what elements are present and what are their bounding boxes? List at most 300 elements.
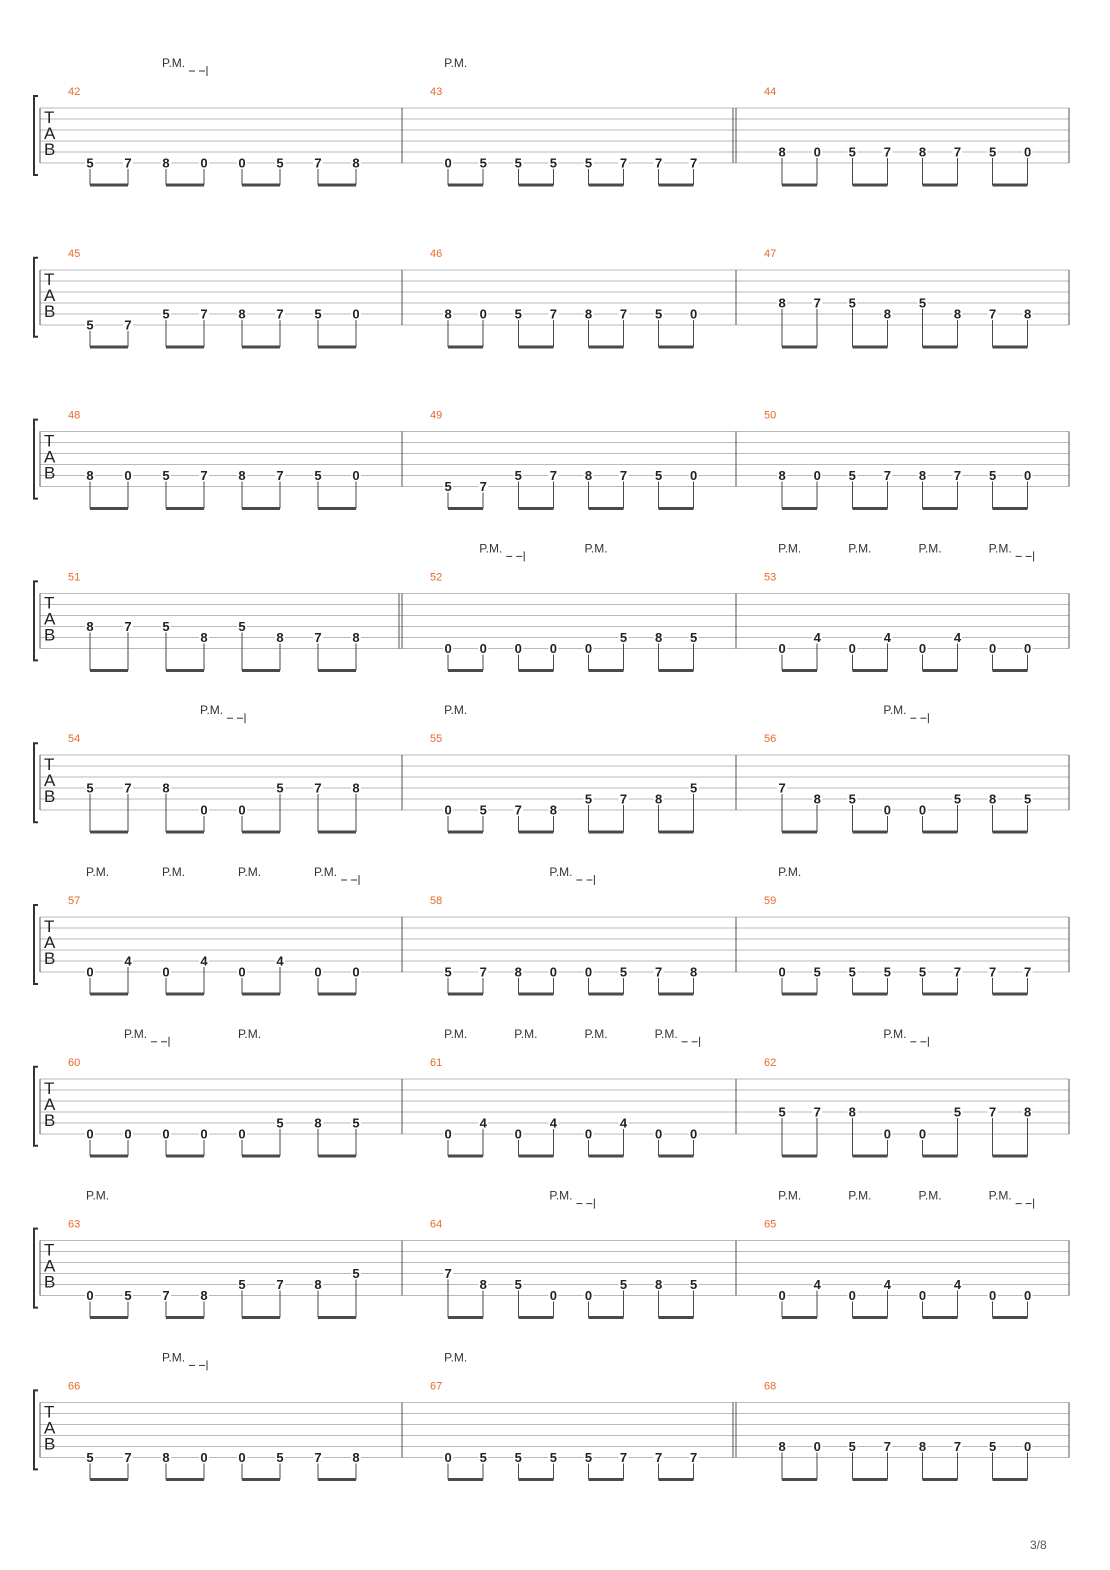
fret-number: 7 [276, 306, 284, 322]
tab-system [34, 56, 1069, 185]
tab-clef-letter: B [44, 787, 56, 807]
fret-number: 0 [238, 1126, 246, 1142]
fret-number: 8 [883, 306, 891, 322]
fret-number: 5 [514, 155, 522, 171]
palm-mute-marking: P.M. [162, 1350, 186, 1365]
fret-number: 4 [619, 1115, 628, 1131]
fret-number: 8 [813, 791, 821, 807]
fret-number: 8 [352, 1449, 360, 1465]
fret-number: 5 [848, 791, 856, 807]
tab-system [34, 541, 1069, 670]
fret-number: 5 [276, 1115, 284, 1131]
fret-number: 8 [690, 964, 698, 980]
fret-number: 7 [314, 155, 322, 171]
fret-number: 0 [918, 1126, 927, 1142]
fret-number: 7 [953, 144, 962, 160]
fret-number: 5 [314, 306, 322, 322]
fret-number: 0 [690, 1126, 698, 1142]
fret-number: 0 [883, 1126, 891, 1142]
fret-number: 8 [514, 964, 522, 980]
measure-number: 66 [68, 1380, 81, 1393]
page-number: 3/8 [1030, 1538, 1047, 1552]
fret-number: 0 [918, 640, 927, 656]
tab-clef-letter: T [44, 269, 55, 289]
fret-number: 4 [883, 1277, 891, 1293]
fret-number: 7 [654, 1449, 663, 1465]
fret-number: 0 [444, 155, 452, 171]
fret-number: 0 [1024, 1438, 1032, 1454]
fret-number: 8 [918, 468, 927, 484]
fret-number: 0 [549, 964, 557, 980]
measure-number: 52 [430, 571, 443, 584]
palm-mute-marking: P.M. [918, 541, 942, 556]
fret-number: 7 [813, 1104, 821, 1120]
fret-number: 8 [352, 780, 360, 796]
fret-number: 8 [778, 295, 786, 311]
palm-mute-marking: P.M. [988, 1188, 1012, 1203]
measure-number: 67 [430, 1380, 443, 1393]
fret-number: 0 [200, 155, 208, 171]
fret-number: 7 [276, 468, 284, 484]
fret-number: 5 [1024, 791, 1032, 807]
fret-number: 0 [918, 802, 927, 818]
palm-mute-marking: P.M. [124, 1026, 148, 1041]
fret-number: 7 [124, 618, 132, 634]
fret-number: 8 [988, 791, 997, 807]
fret-number: 8 [86, 468, 94, 484]
fret-number: 8 [314, 1115, 322, 1131]
fret-number: 8 [654, 629, 663, 645]
fret-number: 0 [654, 1126, 663, 1142]
tab-system [34, 865, 1069, 994]
fret-number: 5 [238, 1277, 246, 1293]
measure-number: 63 [68, 1218, 81, 1231]
fret-number: 0 [162, 1126, 170, 1142]
fret-number: 5 [479, 155, 487, 171]
fret-number: 8 [86, 618, 94, 634]
fret-number: 5 [86, 780, 94, 796]
measure-number: 45 [68, 247, 81, 260]
fret-number: 5 [479, 802, 487, 818]
fret-number: 4 [549, 1115, 557, 1131]
fret-number: 0 [444, 640, 452, 656]
fret-number: 7 [883, 1438, 891, 1454]
measure-number: 44 [764, 86, 777, 98]
system-brace [34, 258, 38, 337]
tab-clef-letter: T [44, 1078, 55, 1098]
system-brace [34, 1229, 38, 1308]
fret-number: 7 [444, 1266, 452, 1282]
palm-mute-marking: P.M. [238, 865, 262, 879]
fret-number: 7 [514, 802, 522, 818]
fret-number: 0 [1024, 1288, 1032, 1304]
tab-system [34, 248, 1069, 347]
fret-number: 5 [444, 964, 452, 980]
fret-number: 5 [988, 144, 997, 160]
palm-mute-marking: P.M. [883, 1026, 907, 1041]
tab-clef-letter: T [44, 917, 55, 936]
fret-number: 0 [352, 964, 360, 980]
tab-clef-letter: B [44, 1110, 56, 1130]
fret-number: 0 [883, 802, 891, 818]
tab-clef-letter: A [44, 1256, 56, 1276]
fret-number: 4 [124, 953, 132, 969]
fret-number: 5 [848, 964, 856, 980]
fret-number: 8 [352, 155, 360, 171]
fret-number: 0 [778, 640, 786, 656]
fret-number: 7 [619, 468, 628, 484]
tab-clef-letter: A [44, 447, 56, 467]
tab-clef-letter: T [44, 1240, 55, 1260]
fret-number: 0 [778, 1288, 786, 1304]
measure-number: 47 [764, 247, 777, 260]
measure-number: 46 [430, 247, 443, 260]
fret-number: 0 [584, 640, 593, 656]
fret-number: 8 [238, 468, 246, 484]
fret-number: 8 [314, 1277, 322, 1293]
fret-number: 8 [778, 468, 786, 484]
fret-number: 8 [654, 1277, 663, 1293]
fret-number: 5 [162, 468, 170, 484]
tab-clef-letter: A [44, 771, 56, 791]
tab-clef-letter: A [44, 1418, 56, 1438]
measure-number: 68 [764, 1380, 777, 1393]
fret-number: 7 [314, 780, 322, 796]
fret-number: 0 [813, 1438, 821, 1454]
fret-number: 5 [514, 1449, 522, 1465]
fret-number: 0 [988, 640, 997, 656]
palm-mute-marking: P.M. [584, 1026, 608, 1041]
tab-system [34, 410, 1069, 509]
palm-mute-marking: P.M. [778, 541, 802, 556]
fret-number: 0 [444, 802, 452, 818]
tab-clef-letter: A [44, 933, 56, 952]
measure-number: 55 [430, 733, 443, 746]
fret-number: 7 [988, 964, 997, 980]
fret-number: 7 [162, 1288, 170, 1304]
fret-number: 7 [654, 155, 663, 171]
fret-number: 5 [619, 1277, 628, 1293]
palm-mute-marking: P.M. [549, 865, 573, 879]
measure-number: 60 [68, 1056, 81, 1069]
fret-number: 5 [848, 468, 856, 484]
fret-number: 7 [619, 155, 628, 171]
fret-number: 4 [200, 953, 208, 969]
fret-number: 5 [352, 1266, 360, 1282]
fret-number: 8 [848, 1104, 856, 1120]
fret-number: 8 [444, 306, 452, 322]
tab-clef-letter: T [44, 431, 55, 451]
measure-number: 57 [68, 895, 81, 907]
fret-number: 0 [238, 802, 246, 818]
fret-number: 0 [1024, 468, 1032, 484]
fret-number: 8 [584, 306, 593, 322]
palm-mute-marking: P.M. [444, 703, 468, 718]
fret-number: 0 [200, 802, 208, 818]
palm-mute-marking: P.M. [514, 1026, 538, 1041]
fret-number: 0 [848, 1288, 856, 1304]
fret-number: 8 [778, 1438, 786, 1454]
fret-number: 0 [352, 468, 360, 484]
fret-number: 0 [549, 640, 557, 656]
fret-number: 7 [124, 1449, 132, 1465]
tab-clef-letter: A [44, 609, 56, 629]
palm-mute-marking: P.M. [444, 1350, 468, 1365]
fret-number: 8 [162, 780, 170, 796]
tab-system [34, 703, 1069, 832]
fret-number: 5 [314, 468, 322, 484]
fret-number: 0 [1024, 640, 1032, 656]
palm-mute-marking: P.M. [549, 1188, 573, 1203]
tab-clef-letter: T [44, 108, 55, 127]
palm-mute-marking: P.M. [86, 1188, 110, 1203]
palm-mute-marking: P.M. [162, 56, 186, 70]
measure-number: 62 [764, 1056, 777, 1069]
fret-number: 0 [86, 1288, 94, 1304]
fret-number: 0 [479, 306, 487, 322]
fret-number: 7 [988, 306, 997, 322]
tab-clef-letter: A [44, 124, 56, 143]
fret-number: 5 [848, 295, 856, 311]
fret-number: 0 [988, 1288, 997, 1304]
fret-number: 8 [352, 629, 360, 645]
fret-number: 5 [276, 780, 284, 796]
fret-number: 7 [124, 780, 132, 796]
fret-number: 8 [918, 1438, 927, 1454]
fret-number: 0 [200, 1126, 208, 1142]
fret-number: 0 [848, 640, 856, 656]
fret-number: 8 [479, 1277, 487, 1293]
tab-clef-letter: T [44, 755, 55, 775]
fret-number: 5 [352, 1115, 360, 1131]
fret-number: 0 [813, 468, 821, 484]
tab-system [34, 1027, 1069, 1156]
fret-number: 7 [124, 155, 132, 171]
tab-clef-letter: B [44, 140, 56, 159]
tab-clef-letter: B [44, 625, 56, 645]
fret-number: 7 [953, 964, 962, 980]
measure-number: 65 [764, 1218, 777, 1231]
fret-number: 7 [883, 468, 891, 484]
measure-number: 59 [764, 895, 777, 907]
palm-mute-marking: P.M. [778, 1188, 802, 1203]
fret-number: 5 [124, 1288, 132, 1304]
palm-mute-marking: P.M. [238, 1026, 262, 1041]
fret-number: 7 [778, 780, 786, 796]
fret-number: 0 [479, 640, 487, 656]
system-brace [34, 420, 38, 499]
fret-number: 4 [276, 953, 284, 969]
fret-number: 7 [200, 306, 208, 322]
measure-number: 64 [430, 1218, 443, 1231]
system-brace [34, 905, 38, 984]
fret-number: 0 [549, 1288, 557, 1304]
fret-number: 0 [690, 306, 698, 322]
tab-clef-letter: B [44, 949, 56, 968]
fret-number: 7 [124, 317, 132, 333]
fret-number: 4 [953, 1277, 962, 1293]
fret-number: 7 [479, 964, 487, 980]
fret-number: 8 [778, 144, 786, 160]
fret-number: 5 [276, 155, 284, 171]
measure-number: 54 [68, 733, 81, 746]
palm-mute-marking: P.M. [848, 1188, 872, 1203]
fret-number: 4 [813, 1277, 821, 1293]
fret-number: 8 [584, 468, 593, 484]
fret-number: 5 [584, 155, 593, 171]
palm-mute-marking: P.M. [988, 541, 1012, 556]
tab-clef-letter: A [44, 1094, 56, 1114]
fret-number: 0 [162, 964, 170, 980]
fret-number: 8 [162, 155, 170, 171]
measure-number: 58 [430, 895, 443, 907]
tab-system [34, 1189, 1069, 1318]
fret-number: 5 [690, 1277, 698, 1293]
fret-number: 7 [314, 1449, 322, 1465]
fret-number: 7 [654, 964, 663, 980]
fret-number: 4 [813, 629, 821, 645]
palm-mute-marking: P.M. [314, 865, 338, 879]
fret-number: 5 [584, 1449, 593, 1465]
palm-mute-marking: P.M. [444, 56, 468, 70]
fret-number: 7 [619, 306, 628, 322]
palm-mute-marking: P.M. [200, 703, 224, 718]
measure-number: 43 [430, 86, 443, 98]
fret-number: 8 [238, 306, 246, 322]
fret-number: 0 [514, 1126, 522, 1142]
fret-number: 8 [276, 629, 284, 645]
fret-number: 0 [813, 144, 821, 160]
measure-number: 51 [68, 571, 81, 584]
tab-clef-letter: T [44, 1402, 55, 1422]
fret-number: 0 [584, 1288, 593, 1304]
system-brace [34, 96, 38, 175]
fret-number: 5 [654, 306, 663, 322]
fret-number: 5 [918, 964, 927, 980]
tab-system [34, 1350, 1069, 1479]
fret-number: 5 [813, 964, 821, 980]
fret-number: 0 [918, 1288, 927, 1304]
measure-number: 50 [764, 409, 777, 422]
palm-mute-marking: P.M. [86, 865, 110, 879]
fret-number: 5 [238, 618, 246, 634]
fret-number: 5 [162, 618, 170, 634]
fret-number: 5 [514, 1277, 522, 1293]
fret-number: 7 [314, 629, 322, 645]
fret-number: 5 [690, 780, 698, 796]
tab-clef-letter: B [44, 301, 56, 321]
fret-number: 0 [238, 155, 246, 171]
system-brace [34, 1390, 38, 1469]
fret-number: 7 [549, 306, 557, 322]
fret-number: 0 [778, 964, 786, 980]
fret-number: 8 [200, 1288, 208, 1304]
fret-number: 0 [690, 468, 698, 484]
fret-number: 0 [238, 964, 246, 980]
fret-number: 7 [690, 155, 698, 171]
fret-number: 0 [314, 964, 322, 980]
measure-number: 56 [764, 733, 777, 746]
fret-number: 4 [953, 629, 962, 645]
fret-number: 7 [953, 1438, 962, 1454]
fret-number: 8 [200, 629, 208, 645]
fret-number: 0 [584, 1126, 593, 1142]
fret-number: 5 [86, 317, 94, 333]
measure-number: 48 [68, 409, 81, 422]
fret-number: 5 [988, 1438, 997, 1454]
fret-number: 8 [162, 1449, 170, 1465]
palm-mute-marking: P.M. [654, 1026, 678, 1041]
measure-number: 42 [68, 86, 81, 98]
fret-number: 5 [514, 468, 522, 484]
fret-number: 7 [953, 468, 962, 484]
fret-number: 5 [988, 468, 997, 484]
fret-number: 8 [1024, 1104, 1032, 1120]
fret-number: 5 [549, 155, 557, 171]
fret-number: 5 [514, 306, 522, 322]
fret-number: 5 [162, 306, 170, 322]
measure-number: 49 [430, 409, 443, 422]
fret-number: 7 [619, 791, 628, 807]
fret-number: 7 [813, 295, 821, 311]
fret-number: 7 [276, 1277, 284, 1293]
fret-number: 0 [444, 1126, 452, 1142]
fret-number: 0 [200, 1449, 208, 1465]
palm-mute-marking: P.M. [162, 865, 186, 879]
fret-number: 8 [654, 791, 663, 807]
fret-number: 0 [86, 964, 94, 980]
fret-number: 7 [988, 1104, 997, 1120]
fret-number: 4 [883, 629, 891, 645]
palm-mute-marking: P.M. [479, 541, 503, 556]
fret-number: 0 [1024, 144, 1032, 160]
fret-number: 0 [86, 1126, 94, 1142]
palm-mute-marking: P.M. [444, 1026, 468, 1041]
palm-mute-marking: P.M. [778, 865, 802, 879]
fret-number: 5 [654, 468, 663, 484]
fret-number: 0 [444, 1449, 452, 1465]
tab-clef-letter: A [44, 285, 56, 305]
fret-number: 5 [883, 964, 891, 980]
fret-number: 0 [238, 1449, 246, 1465]
fret-number: 5 [848, 144, 856, 160]
fret-number: 5 [619, 629, 628, 645]
fret-number: 7 [619, 1449, 628, 1465]
system-brace [34, 1067, 38, 1146]
system-brace [34, 581, 38, 660]
fret-number: 5 [444, 479, 452, 495]
fret-number: 4 [479, 1115, 487, 1131]
fret-number: 5 [86, 1449, 94, 1465]
fret-number: 5 [549, 1449, 557, 1465]
fret-number: 8 [1024, 306, 1032, 322]
tab-clef-letter: T [44, 593, 55, 613]
tab-clef-letter: B [44, 1272, 56, 1292]
fret-number: 5 [953, 1104, 962, 1120]
fret-number: 0 [124, 1126, 132, 1142]
palm-mute-marking: P.M. [848, 541, 872, 556]
fret-number: 5 [690, 629, 698, 645]
fret-number: 7 [690, 1449, 698, 1465]
fret-number: 5 [918, 295, 927, 311]
fret-number: 5 [848, 1438, 856, 1454]
measure-number: 53 [764, 571, 777, 584]
fret-number: 7 [883, 144, 891, 160]
tab-clef-letter: B [44, 463, 56, 483]
system-brace [34, 743, 38, 822]
fret-number: 5 [86, 155, 94, 171]
fret-number: 7 [549, 468, 557, 484]
